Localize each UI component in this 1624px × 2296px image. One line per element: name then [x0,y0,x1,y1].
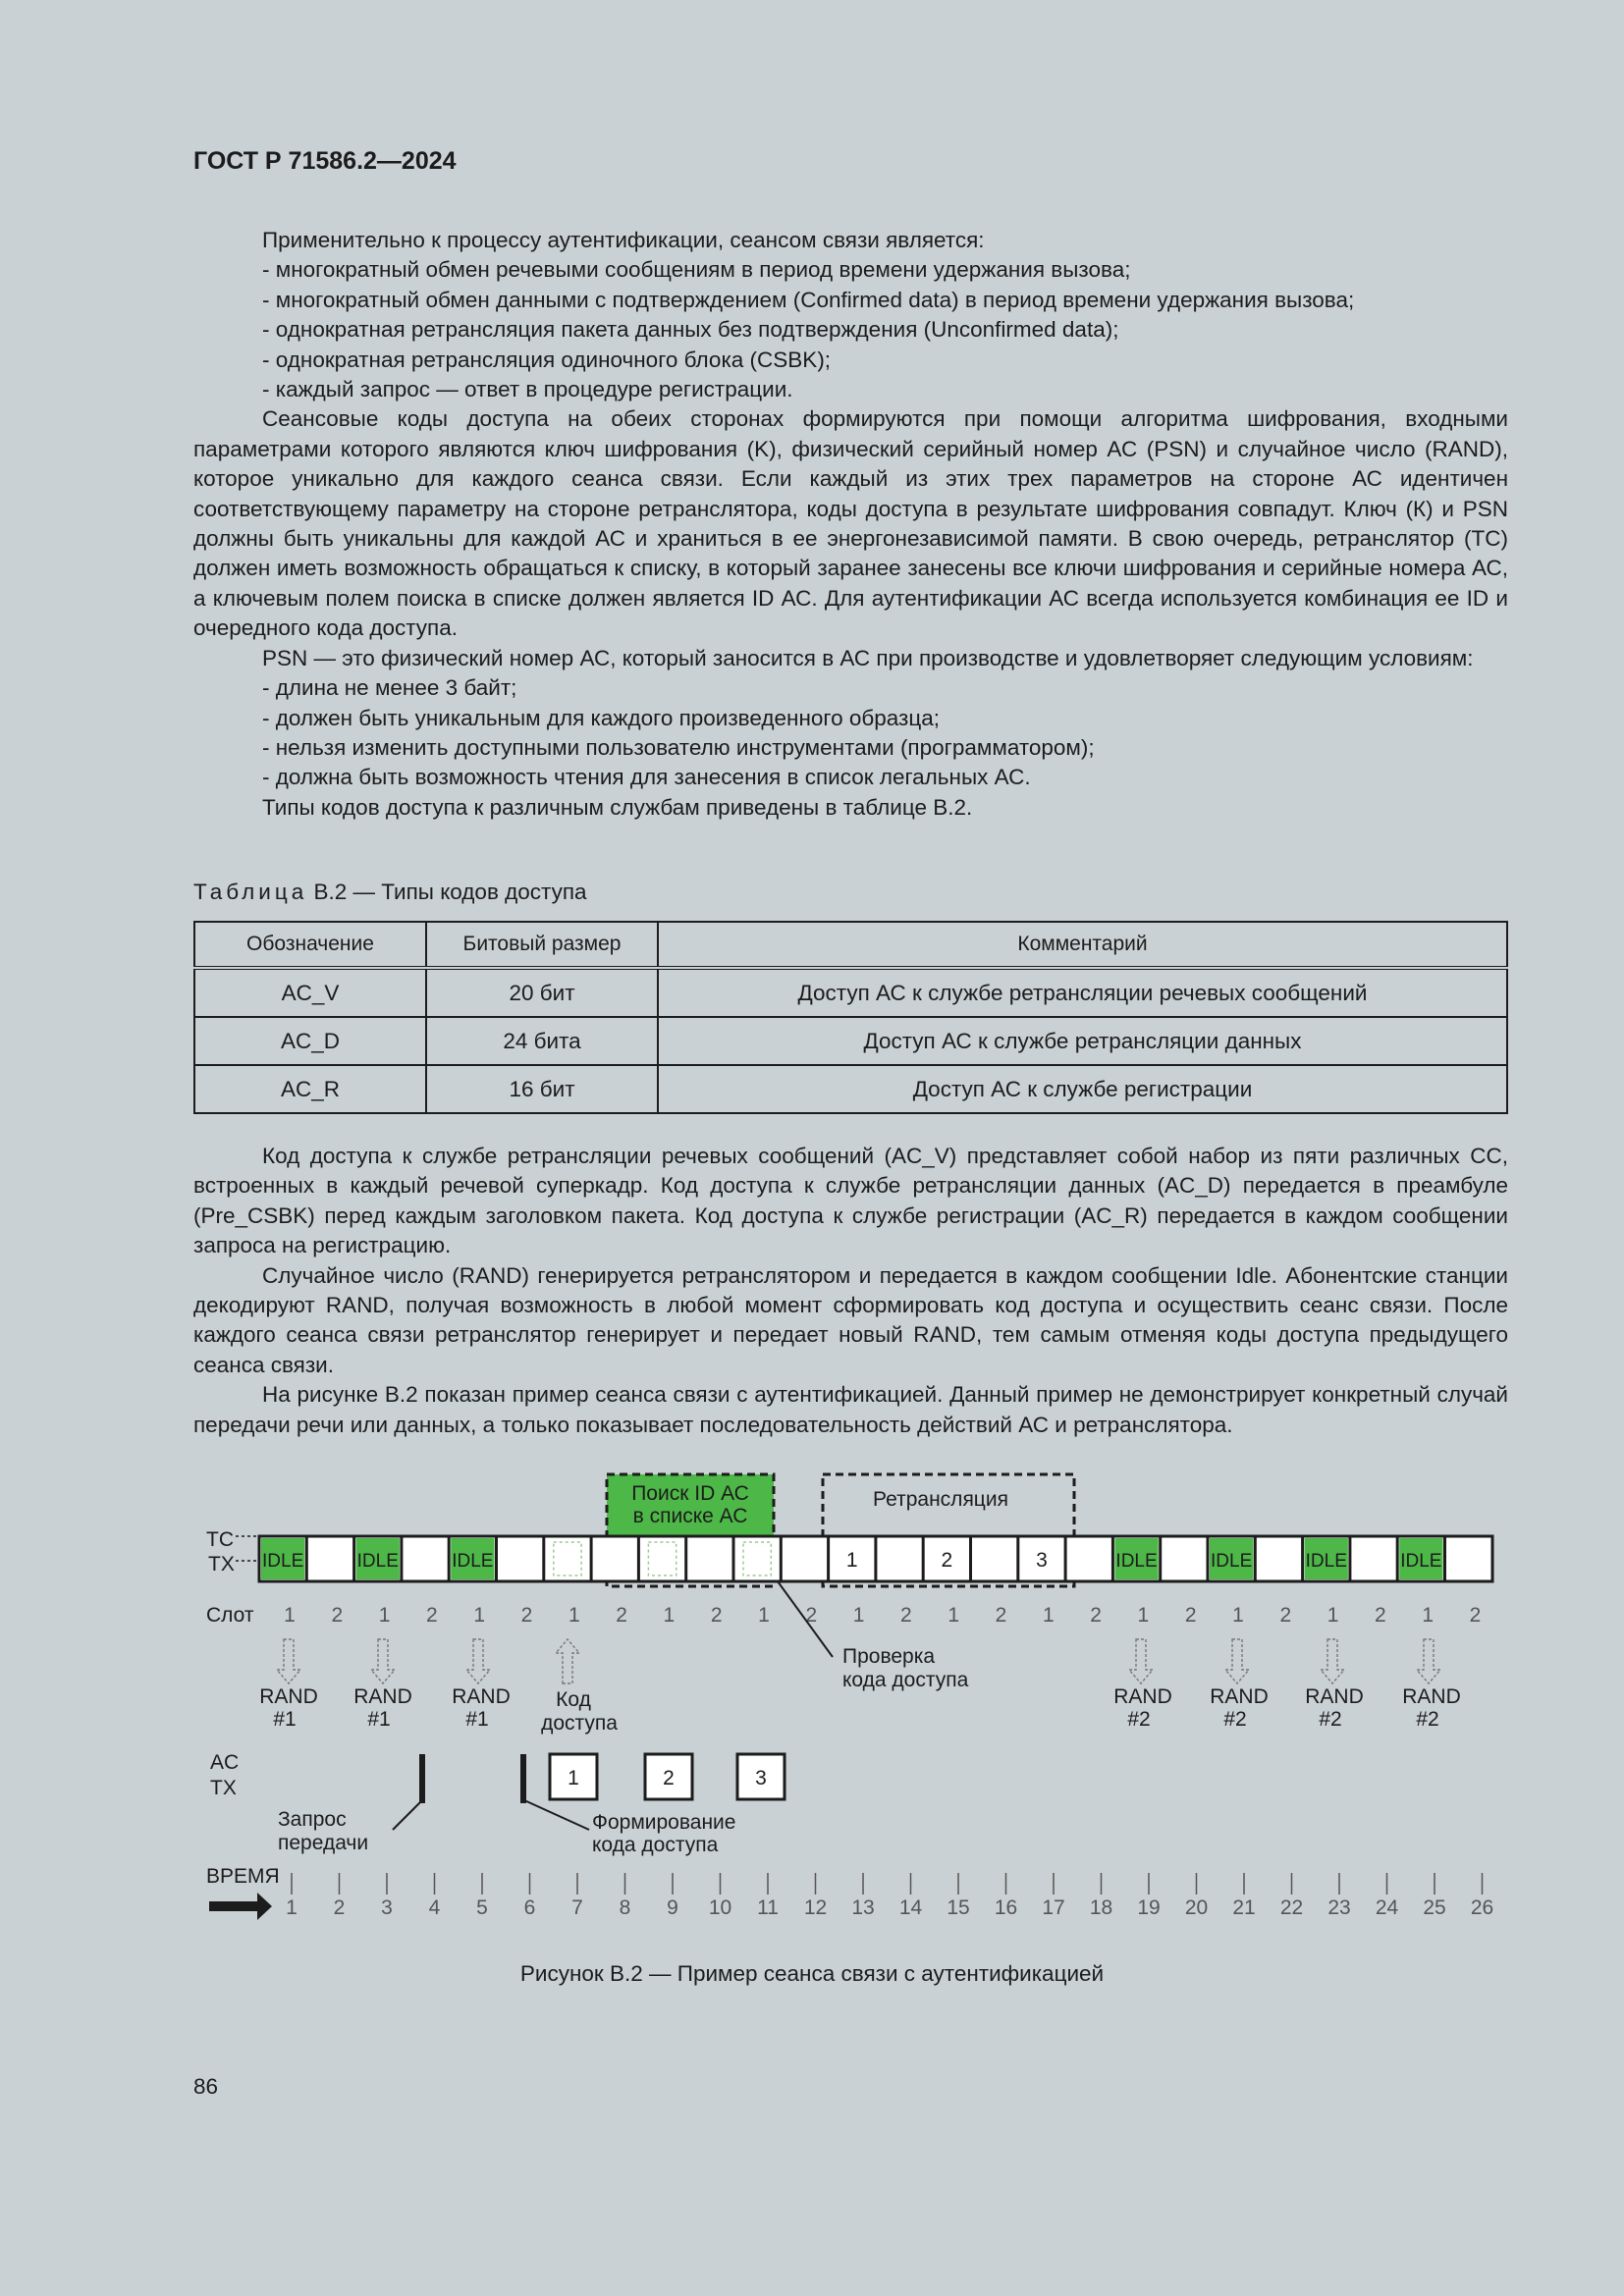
rand-number: #1 [273,1708,297,1731]
time-tick-label: 6 [523,1896,536,1919]
slot-number: 1 [1422,1604,1435,1627]
body-text-bottom [193,1142,1508,1440]
relay-slot-number: 2 [941,1549,953,1572]
request-label-1: Запрос [278,1808,347,1831]
session-diagram [0,1463,1624,1944]
ac-code-boxes [550,1754,785,1799]
slot-number: 2 [710,1604,723,1627]
table-row [194,1017,1507,1065]
table-cell: AC_V [194,968,426,1017]
time-tick-label: 14 [898,1896,923,1919]
list-item: - однократная ретрансляция одиночного блока (CSBK); [262,347,832,372]
slot-number: 2 [1469,1604,1482,1627]
types-paragraph: Типы кодов доступа к различным службам приведены в таблице В.2. [262,794,973,820]
list-item: - должна быть возможность чтения для занесения в список легальных АС. [262,765,1031,790]
slot-number: 2 [900,1604,912,1627]
body-text-top [193,226,1508,823]
rand-label: RAND [259,1685,318,1708]
slot-number: 2 [1375,1604,1386,1627]
time-tick-label: 2 [333,1896,346,1919]
slot-number: 1 [758,1604,770,1627]
signal-arrow-icon [556,1639,579,1683]
table-row [194,968,1507,1017]
ac-label: AC [210,1751,240,1774]
slot-number: 1 [568,1604,580,1627]
idle-label: IDLE [1211,1551,1253,1572]
table-caption-title: В.2 — Типы кодов доступа [307,880,587,904]
rand-label: RAND [353,1685,412,1708]
slot-numbers [284,1604,1481,1627]
table-cell: AC_D [194,1017,426,1065]
tc-label: TC [206,1528,234,1551]
document-header: ГОСТ Р 71586.2—2024 [193,147,457,175]
signal-arrow-icon [1129,1639,1153,1683]
table-cell: 16 бит [426,1065,658,1113]
time-tick-label: 19 [1137,1896,1161,1919]
time-tick-label: 18 [1089,1896,1113,1919]
slot-number: 2 [805,1604,818,1627]
rand-label: RAND [1305,1685,1364,1708]
request-label-2: передачи [278,1832,369,1854]
time-tick-label: 26 [1470,1896,1494,1919]
rand-label: RAND [1402,1685,1461,1708]
signal-arrow-icon [1225,1639,1249,1683]
figure-caption: Рисунок В.2 — Пример сеанса связи с аутентификацией [519,1961,1105,1986]
tx-label: TX [208,1553,235,1575]
list-item: - длина не менее 3 байт; [262,675,517,701]
intro-paragraph: Применительно к процессу аутентификации, сеансом связи является: [262,228,985,252]
time-tick-label: 22 [1279,1896,1304,1919]
time-tick-label: 12 [803,1896,828,1919]
idle-label: IDLE [1305,1551,1347,1572]
figure-intro-paragraph: На рисунке В.2 показан пример сеанса связи с аутентификацией. Данный пример не демонстрирует конкретный случай передачи речи или данных, а только показывает последовательность действий АС и ретранслятора. [193,1382,1508,1437]
acv-paragraph: Код доступа к службе ретрансляции речевых сообщений (AC_V) представляет собой набор из пяти различных СС, встроенных в каждый речевой суперкадр. Код доступа к службе ретрансляции данных (AC_D) передается в преамбуле (Pre_CSBK) перед каждым заголовком пакета. Код доступа к службе регистрации (AC_R) передается в каждом сообщении запроса на регистрацию. [193,1144,1508,1258]
time-tick-label: 20 [1184,1896,1209,1919]
psn-paragraph: PSN — это физический номер АС, который заносится в АС при производстве и удовлетворяет следующим условиям: [262,645,1474,670]
slot-number: 1 [473,1604,486,1627]
time-tick-label: 24 [1375,1896,1399,1919]
list-item: - многократный обмен данными с подтверждением (Confirmed data) в период времени удержания вызова; [262,287,1355,312]
slot-number: 1 [1042,1604,1055,1627]
list-item: - должен быть уникальным для каждого произведенного образца; [262,705,941,730]
signal-arrow-icon [1417,1639,1440,1683]
check-label-2: кода доступа [842,1669,969,1691]
slot-label: Слот [206,1604,254,1627]
table-header-row [194,922,1507,968]
forming-label-1: Формирование [592,1811,736,1834]
rand-number: #1 [367,1708,391,1731]
rand-number: #2 [1416,1708,1439,1731]
code-burst [520,1754,526,1803]
list-item: - однократная ретрансляция пакета данных без подтверждения (Unconfirmed data); [262,317,1119,343]
rand-label: RAND [1113,1685,1172,1708]
slot-number: 1 [1326,1604,1339,1627]
relay-box-label: Ретрансляция [873,1488,1008,1511]
forming-label-2: кода доступа [592,1834,719,1856]
time-tick-label: 25 [1423,1896,1446,1919]
ac-code-number: 1 [568,1767,579,1789]
request-burst [419,1754,425,1803]
check-label-1: Проверка [842,1645,936,1668]
time-tick-label: 11 [757,1896,779,1919]
signal-arrow-icon [371,1639,395,1683]
time-ticks [286,1873,1493,1919]
slot-number: 2 [520,1604,533,1627]
slot-number: 1 [378,1604,391,1627]
relay-slot-number: 1 [845,1549,858,1572]
table-row [194,1065,1507,1113]
column-header: Обозначение [194,922,426,968]
time-tick-label: 9 [667,1896,678,1919]
list-item: - многократный обмен речевыми сообщениям в период времени удержания вызова; [262,257,1131,283]
time-tick-label: 13 [851,1896,875,1919]
idle-label: IDLE [262,1551,304,1572]
time-tick-label: 5 [476,1896,488,1919]
slot-number: 1 [284,1604,296,1627]
session-codes-paragraph: Сеансовые коды доступа на обеих сторонах формируются при помощи алгоритма шифрования, входными параметрами которого являются ключ шифрования (K), физический серийный номер АС (PSN) и случайное число (RAND), которое уникально для каждого сеанса связи. Если каждый из этих трех параметров на стороне АС идентичен соответствующему параметру на стороне ретранслятора, коды доступа в результате шифрования совпадут. Ключ (К) и PSN должны быть уникальны для каждой АС и храниться в ее энергонезависимой памяти. В свою очередь, ретранслятор (ТС) должен иметь возможность обращаться к списку, в который заранее занесены все ключи шифрования и серийные номера АС, а ключевым полем поиска в списке должен является ID АС. Для аутентификации АС всегда используется комбинация ее ID и очередного кода доступа. [193,406,1508,641]
ac-code-number: 2 [663,1767,675,1789]
slot-number: 1 [852,1604,865,1627]
time-tick-label: 17 [1042,1896,1065,1919]
idle-label: IDLE [356,1551,399,1572]
rand-number: #2 [1319,1708,1342,1731]
time-tick-label: 1 [286,1896,298,1919]
idle-label: IDLE [1115,1551,1158,1572]
page-number: 86 [193,2074,219,2099]
column-header: Комментарий [658,922,1507,968]
rand-label: RAND [452,1685,511,1708]
slot-number: 2 [1184,1604,1197,1627]
search-box-text-2: в списке АС [632,1505,748,1527]
rand-label: RAND [1210,1685,1269,1708]
signal-arrow-icon [277,1639,300,1683]
code-label-1: Код [556,1688,591,1711]
slot-number: 2 [1279,1604,1292,1627]
time-tick-label: 23 [1327,1896,1351,1919]
time-tick-label: 15 [947,1896,970,1919]
time-tick-label: 10 [708,1896,732,1919]
rand-number: #2 [1127,1708,1151,1731]
table-caption [193,880,587,905]
rand-labels [259,1685,1461,1735]
table-caption-word: Таблица [193,880,308,904]
slot-number: 1 [947,1604,960,1627]
time-tick-label: 8 [619,1896,631,1919]
time-tick-label: 3 [381,1896,393,1919]
time-tick-label: 7 [571,1896,583,1919]
list-item: - каждый запрос — ответ в процедуре регистрации. [262,377,793,402]
time-tick-label: 16 [994,1896,1018,1919]
ac-code-number: 3 [755,1767,767,1789]
time-label: ВРЕМЯ [206,1865,280,1888]
slot-number: 2 [616,1604,627,1627]
table-cell: 20 бит [426,968,658,1017]
table-cell: Доступ АС к службе ретрансляции речевых сообщений [658,968,1507,1017]
slot-number: 2 [1090,1604,1102,1627]
time-arrow-icon [209,1893,272,1920]
slot-number: 2 [331,1604,344,1627]
list-item: - нельзя изменить доступными пользователю инструментами (программатором); [262,734,1095,760]
slot-number: 1 [1232,1604,1244,1627]
table-cell: AC_R [194,1065,426,1113]
ac-tx-label: TX [210,1777,237,1799]
access-codes-table [193,921,1508,1114]
relay-slot-number: 3 [1036,1549,1048,1572]
table-cell: Доступ АС к службе регистрации [658,1065,1507,1113]
slot-number: 2 [426,1604,438,1627]
slot-number: 1 [1137,1604,1150,1627]
time-tick-label: 4 [428,1896,441,1919]
signal-arrow-icon [1321,1639,1344,1683]
slot-number: 1 [663,1604,676,1627]
rand-paragraph: Случайное число (RAND) генерируется ретранслятором и передается в каждом сообщении Idle. Абонентские станции декодируют RAND, получая возможность в любой момент сформировать код доступа и осуществить сеанс связи. После каждого сеанса связи ретранслятор генерирует и передает новый RAND, тем самым отменяя коды доступа предыдущего сеанса связи. [193,1262,1508,1377]
time-tick-label: 21 [1232,1896,1256,1919]
signal-arrow-icon [466,1639,490,1683]
table-cell: Доступ АС к службе ретрансляции данных [658,1017,1507,1065]
column-header: Битовый размер [426,922,658,968]
slot-number: 2 [995,1604,1007,1627]
code-label-2: доступа [541,1712,618,1735]
idle-label: IDLE [452,1551,494,1572]
idle-label: IDLE [1400,1551,1442,1572]
search-box-text-1: Поиск ID АС [631,1482,749,1505]
table-cell: 24 бита [426,1017,658,1065]
rand-number: #2 [1223,1708,1247,1731]
rand-number: #1 [465,1708,489,1731]
